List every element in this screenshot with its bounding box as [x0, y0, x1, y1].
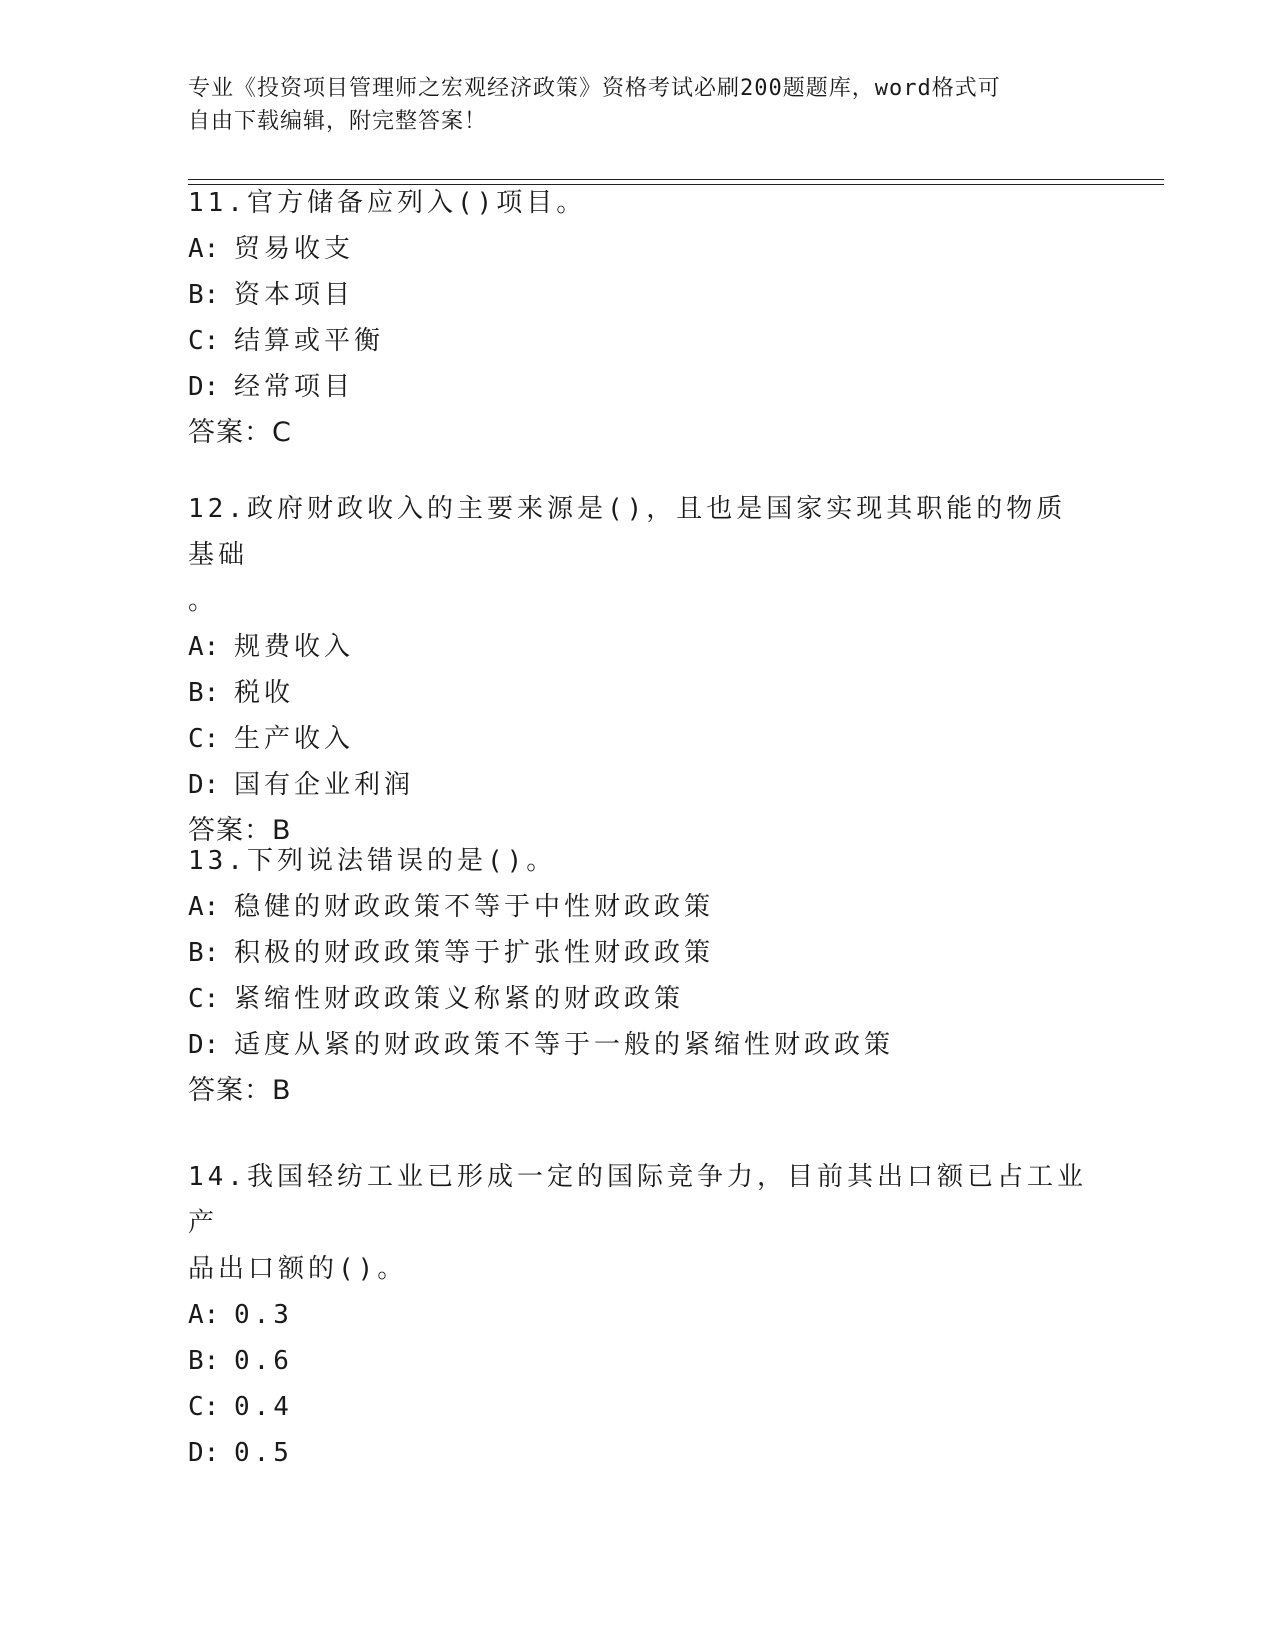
question-stem: 11.官方储备应列入()项目。	[188, 188, 587, 218]
answer: 答案：B	[188, 1075, 292, 1106]
question-stem: 13.下列说法错误的是()。	[188, 846, 557, 876]
answer: 答案：C	[188, 417, 292, 448]
option-c	[188, 716, 1088, 762]
question-stem: 14.我国轻纺工业已形成一定的国际竞争力，目前其出口额已占工业产	[188, 1162, 1087, 1238]
option-a	[188, 884, 1088, 930]
option-text: 规费收入	[234, 632, 355, 662]
header-line-2: 自由下载编辑，附完整答案！	[188, 109, 488, 134]
option-key: B:	[188, 678, 220, 708]
option-a	[188, 624, 1088, 670]
option-key: C:	[188, 1392, 220, 1422]
question-stem-continued: 品出口额的()。	[188, 1254, 408, 1284]
option-key: C:	[188, 984, 220, 1014]
option-d	[188, 364, 1088, 410]
option-text: 税收	[234, 678, 295, 708]
option-text: 稳健的财政政策不等于中性财政政策	[234, 892, 715, 922]
option-text: 积极的财政政策等于扩张性财政政策	[234, 938, 715, 968]
option-b	[188, 930, 1088, 976]
option-text: 生产收入	[234, 724, 355, 754]
question-stem: 12.政府财政收入的主要来源是()，且也是国家实现其职能的物质基础	[188, 494, 1067, 570]
option-key: D:	[188, 770, 220, 800]
option-c	[188, 318, 1088, 364]
option-text: 0.6	[234, 1346, 293, 1376]
option-key: D:	[188, 372, 220, 402]
option-d	[188, 762, 1088, 808]
option-d	[188, 1022, 1088, 1068]
option-text: 结算或平衡	[234, 326, 385, 356]
option-text: 经常项目	[234, 372, 355, 402]
option-key: A:	[188, 892, 220, 922]
option-text: 适度从紧的财政政策不等于一般的紧缩性财政政策	[234, 1030, 895, 1060]
option-text: 0.4	[234, 1392, 293, 1422]
question-12	[188, 486, 1088, 854]
option-text: 紧缩性财政政策义称紧的财政政策	[234, 984, 685, 1014]
option-c	[188, 976, 1088, 1022]
option-text: 0.3	[234, 1300, 293, 1330]
option-a	[188, 1292, 1088, 1338]
option-key: C:	[188, 326, 220, 356]
option-a	[188, 226, 1088, 272]
option-key: B:	[188, 280, 220, 310]
option-text: 国有企业利润	[234, 770, 415, 800]
option-key: A:	[188, 632, 220, 662]
question-13	[188, 838, 1088, 1114]
option-text: 0.5	[234, 1438, 293, 1468]
option-key: A:	[188, 1300, 220, 1330]
question-11	[188, 180, 1088, 456]
option-key: A:	[188, 234, 220, 264]
option-text: 贸易收支	[234, 234, 355, 264]
document-header	[188, 72, 1088, 138]
option-b	[188, 1338, 1088, 1384]
option-b	[188, 670, 1088, 716]
question-stem-continued: 。	[188, 586, 219, 616]
option-text: 资本项目	[234, 280, 355, 310]
option-key: D:	[188, 1030, 220, 1060]
header-line-1: 专业《投资项目管理师之宏观经济政策》资格考试必刷200题题库，word格式可	[188, 76, 1001, 101]
option-key: B:	[188, 1346, 220, 1376]
answer: 答案：B	[188, 815, 292, 846]
option-b	[188, 272, 1088, 318]
question-14	[188, 1154, 1088, 1476]
option-d	[188, 1430, 1088, 1476]
option-key: B:	[188, 938, 220, 968]
option-key: C:	[188, 724, 220, 754]
option-key: D:	[188, 1438, 220, 1468]
option-c	[188, 1384, 1088, 1430]
